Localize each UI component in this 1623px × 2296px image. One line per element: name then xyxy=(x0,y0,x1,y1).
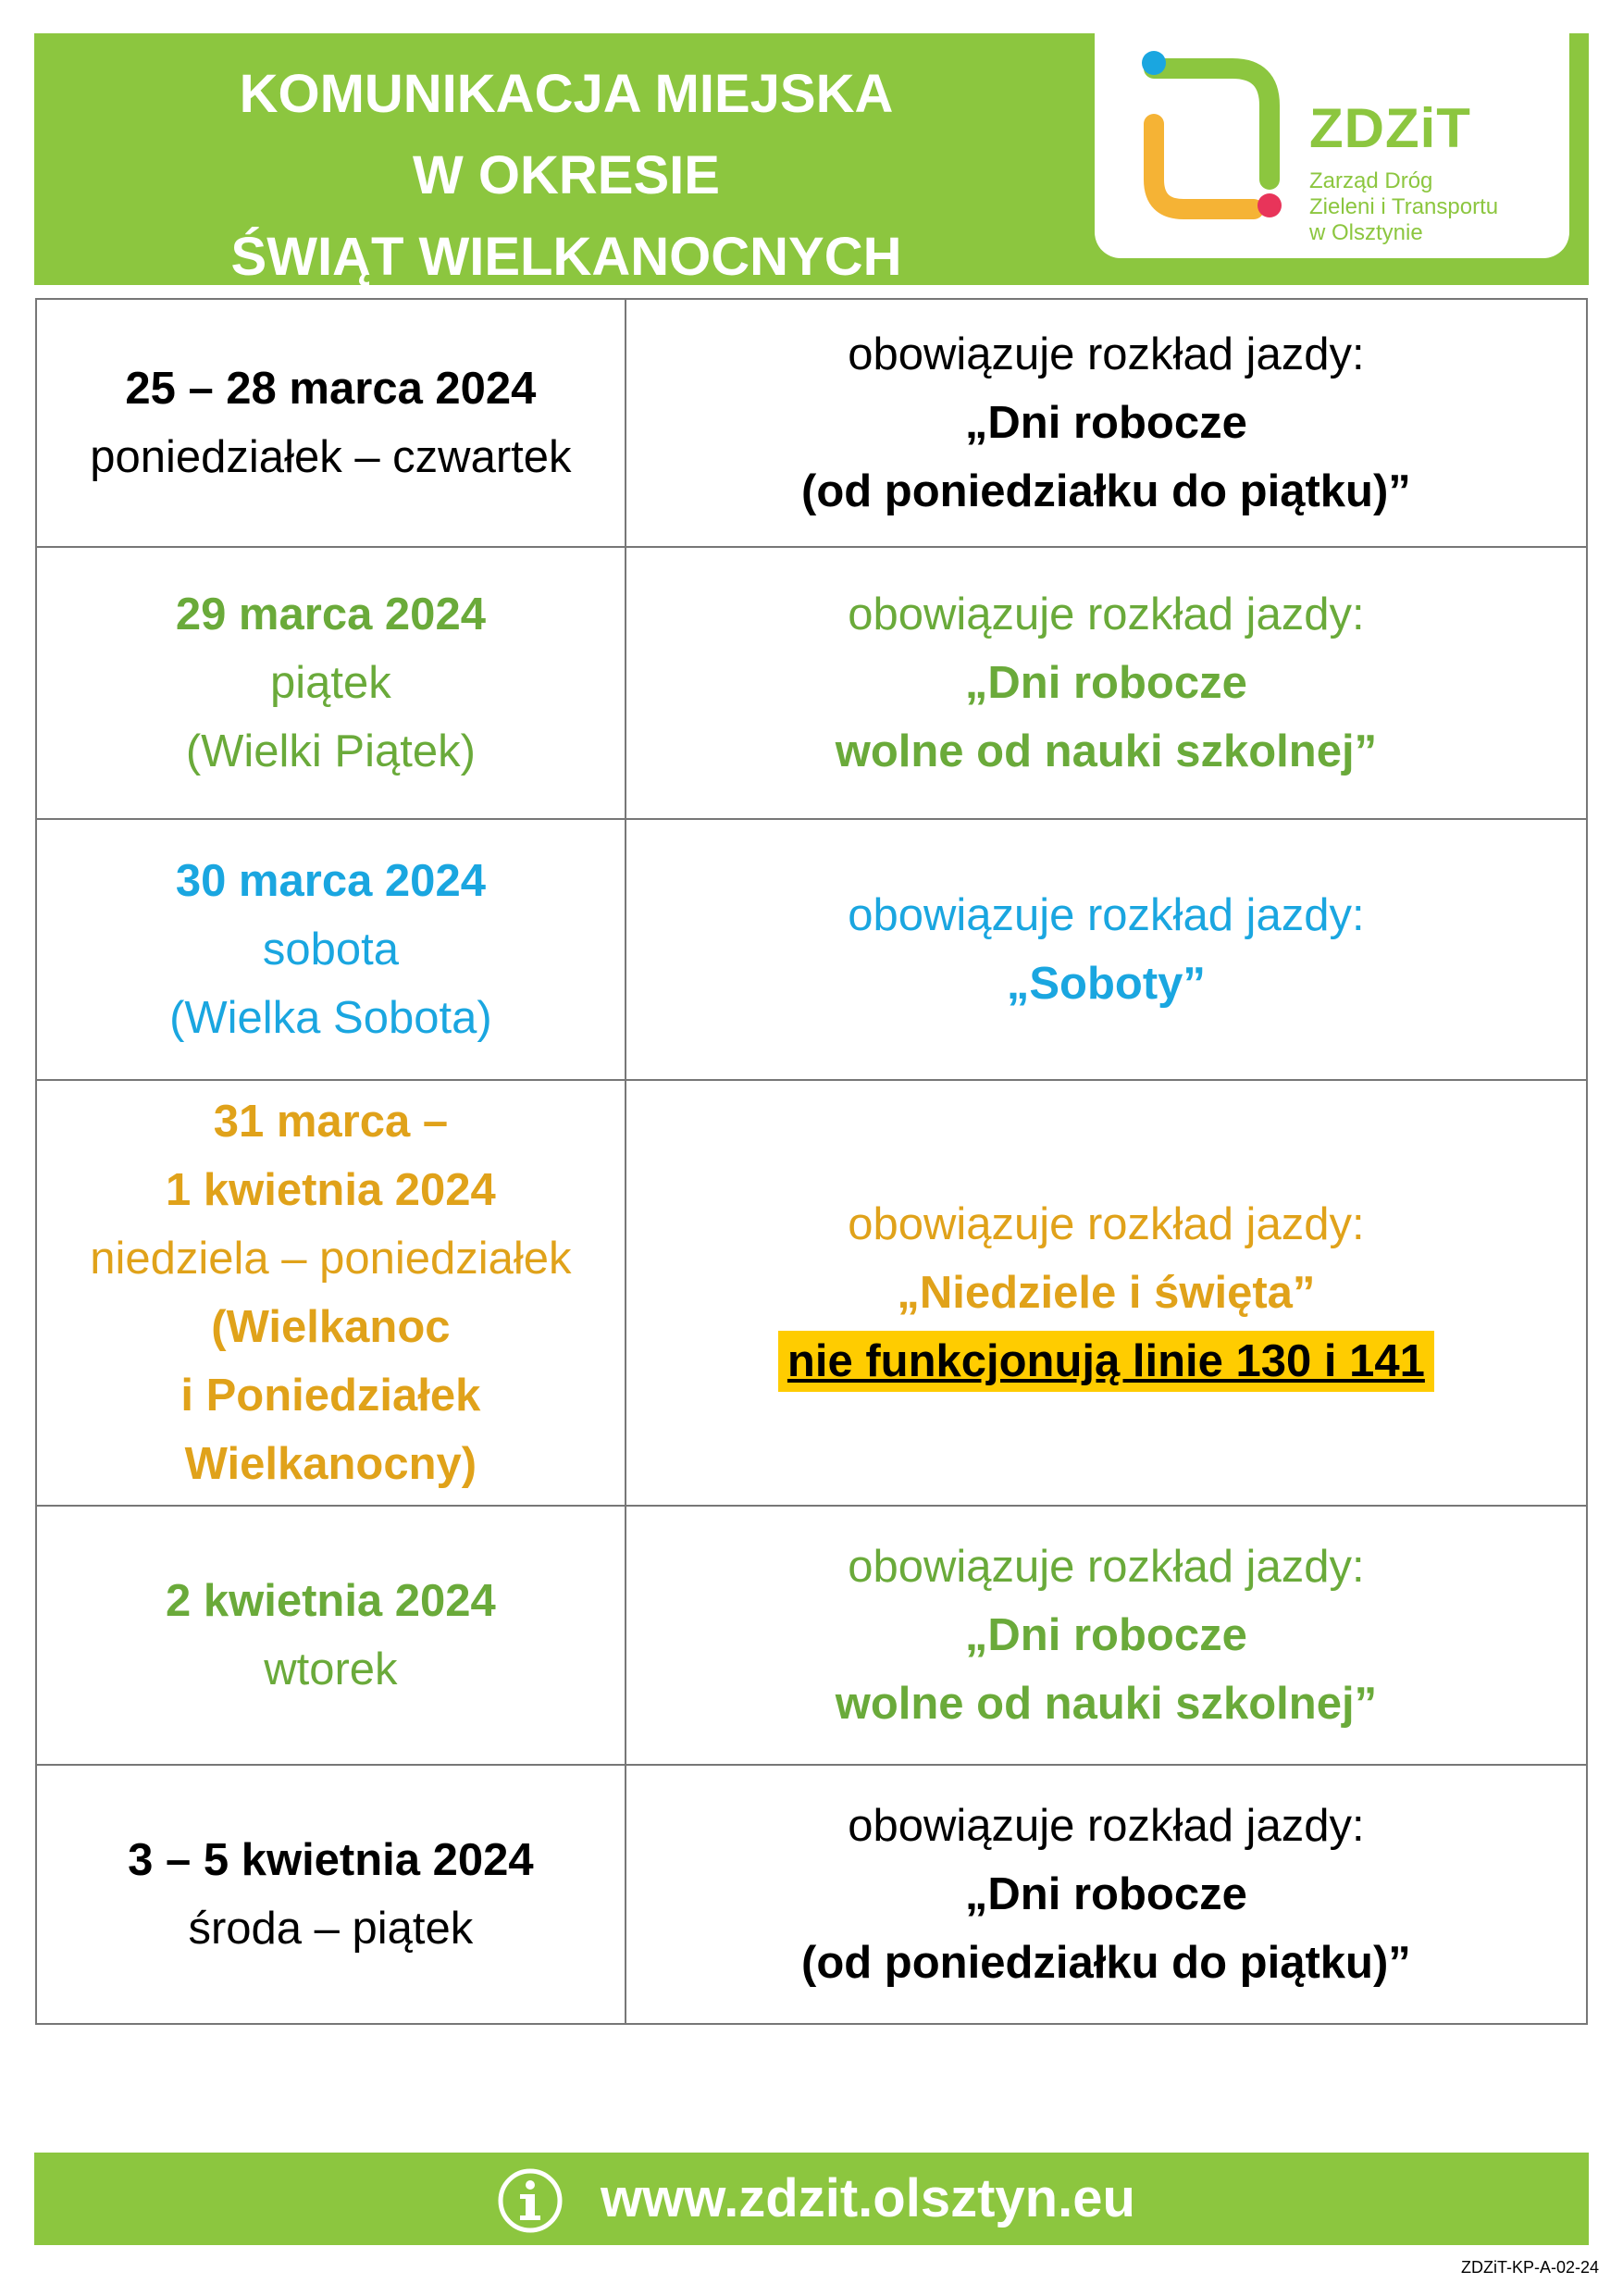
line-suspension-notice: nie funkcjonują linie 130 i 141 xyxy=(778,1331,1434,1392)
table-row xyxy=(36,1080,1587,1506)
header-banner xyxy=(34,33,1589,285)
schedule-cell xyxy=(626,1080,1587,1506)
website-link[interactable]: www.zdzit.olsztyn.eu xyxy=(601,2168,1135,2228)
footer-banner xyxy=(34,2153,1589,2245)
title-line: KOMUNIKACJA MIEJSKA xyxy=(239,64,894,124)
table-row xyxy=(36,547,1587,819)
schedule-intro: obowiązuje rozkład jazdy: xyxy=(848,1199,1365,1249)
schedule-intro: obowiązuje rozkład jazdy: xyxy=(848,890,1365,940)
schedule-cell xyxy=(626,1506,1587,1765)
logo-subtitle-line: Zieleni i Transportu xyxy=(1309,194,1499,219)
schedule-table xyxy=(35,298,1588,2025)
schedule-line: „Niedziele i święta” xyxy=(897,1268,1316,1318)
schedule-line: (od poniedziałku do piątku)” xyxy=(801,1938,1411,1988)
info-icon xyxy=(497,2167,564,2234)
date-cell xyxy=(36,547,626,819)
schedule-intro: obowiązuje rozkład jazdy: xyxy=(848,590,1365,639)
date-cell xyxy=(36,819,626,1080)
date-line: 29 marca 2024 xyxy=(175,590,486,639)
schedule-intro: obowiązuje rozkład jazdy: xyxy=(848,1801,1365,1851)
date-cell xyxy=(36,1080,626,1506)
logo-subtitle-line: Zarząd Dróg xyxy=(1309,168,1433,193)
date-cell xyxy=(36,1506,626,1765)
schedule-cell xyxy=(626,1765,1587,2024)
date-cell xyxy=(36,299,626,547)
date-line: 30 marca 2024 xyxy=(175,856,486,906)
day-line: piątek xyxy=(270,658,391,708)
schedule-cell xyxy=(626,547,1587,819)
schedule-line: „Dni robocze xyxy=(964,1610,1247,1660)
schedule-line: „Dni robocze xyxy=(964,398,1247,448)
schedule-line: wolne od nauki szkolnej” xyxy=(835,726,1378,776)
title-line: ŚWIĄT WIELKANOCNYCH xyxy=(230,227,902,287)
date-cell xyxy=(36,1765,626,2024)
day-line: sobota xyxy=(262,925,399,974)
table-row xyxy=(36,1506,1587,1765)
title-line: W OKRESIE xyxy=(413,145,720,205)
date-line: 3 – 5 kwietnia 2024 xyxy=(128,1835,534,1885)
holiday-line: (Wielkanoc xyxy=(211,1302,451,1352)
logo-subtitle-line: w Olsztynie xyxy=(1309,220,1423,245)
schedule-line: „Dni robocze xyxy=(964,1869,1247,1919)
schedule-cell xyxy=(626,299,1587,547)
logo-mark-icon xyxy=(1117,41,1302,226)
logo-subtitle xyxy=(1309,168,1498,246)
day-line: wtorek xyxy=(264,1644,398,1694)
schedule-line: „Dni robocze xyxy=(964,658,1247,708)
date-line: 31 marca – xyxy=(213,1097,449,1147)
date-line: 25 – 28 marca 2024 xyxy=(125,364,537,414)
day-line: poniedziałek – czwartek xyxy=(90,432,572,482)
schedule-line: „Soboty” xyxy=(1006,959,1206,1009)
day-line: (Wielki Piątek) xyxy=(185,726,476,776)
day-line: środa – piątek xyxy=(188,1904,474,1954)
day-line: niedziela – poniedziałek xyxy=(90,1234,572,1284)
schedule-line: wolne od nauki szkolnej” xyxy=(835,1679,1378,1729)
schedule-line: (od poniedziałku do piątku)” xyxy=(801,466,1411,516)
holiday-line: Wielkanocny) xyxy=(184,1439,477,1489)
table-row xyxy=(36,819,1587,1080)
table-row xyxy=(36,1765,1587,2024)
logo-name: ZDZiT xyxy=(1309,97,1471,159)
date-line: 1 kwietnia 2024 xyxy=(165,1165,496,1215)
table-row xyxy=(36,299,1587,547)
zdzit-logo xyxy=(1095,33,1569,258)
schedule-intro: obowiązuje rozkład jazdy: xyxy=(848,329,1365,379)
schedule-intro: obowiązuje rozkład jazdy: xyxy=(848,1542,1365,1592)
date-line: 2 kwietnia 2024 xyxy=(165,1576,496,1626)
document-code: ZDZiT-KP-A-02-24 xyxy=(1460,2258,1599,2277)
day-line: (Wielka Sobota) xyxy=(169,993,492,1043)
holiday-line: i Poniedziałek xyxy=(180,1371,481,1421)
schedule-cell xyxy=(626,819,1587,1080)
page-title xyxy=(34,54,1098,298)
